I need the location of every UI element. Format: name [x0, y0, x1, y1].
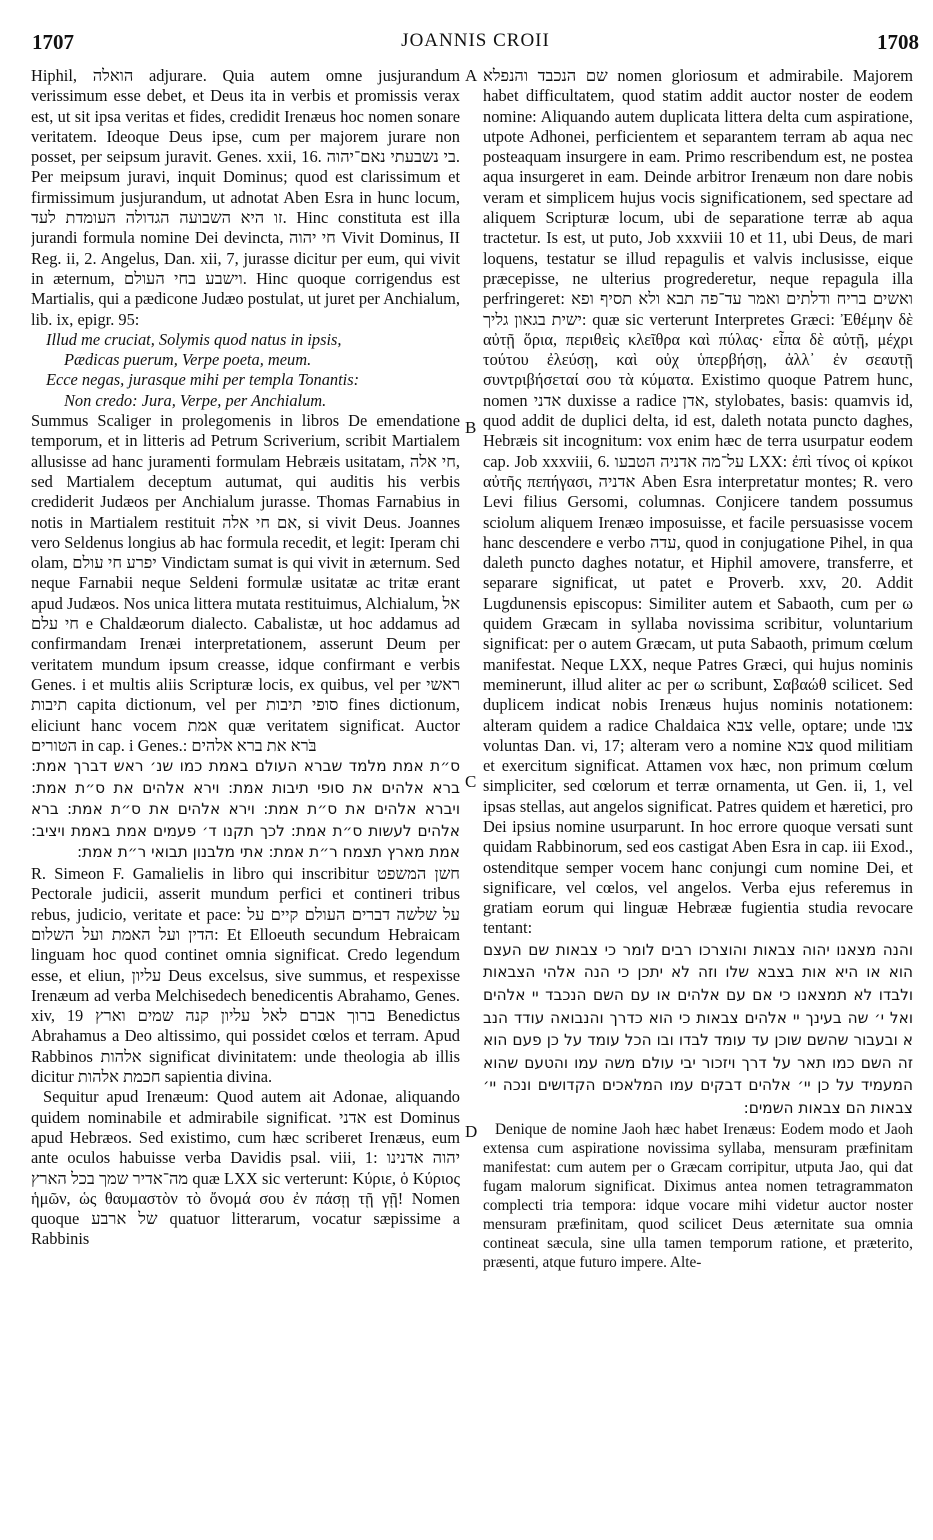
epigram-line-3: Ecce negas, jurasque mihi per templa Tonantis: — [46, 370, 360, 390]
epigram-line-2: Pædicas puerum, Verpe poeta, meum. — [64, 350, 312, 370]
epigram-line-4: Non credo: Jura, Verpe, per Anchialum. — [64, 390, 327, 410]
footnote: Denique de nomine Jaoh hæc habet Irenæus: Eodem modo et Jaoh extensa cum aspiratione novissima syllaba, mensuram præfinitam manifestat: cum autem per o Græcam corripitur, utputa Jao, qui dat fugam malorum significat. Diximus antea nomen tetragrammaton complecti tria tempora: idque vocare mihi videtur auctor noster mensuram præfinitam, quod scilicet Deus æternitate sua omnia contineat sæcula, sine ulla tamen temporum ratione, et præterito, præsenti, atque futuro impere. Alte- — [483, 1120, 913, 1272]
left-paragraph-2: Summus Scaliger in prolegomenis in libros De emendatione temporum, et in litteris ad Petrum Scriverium, scribit Martialem allusisse ad hanc juramenti formulam Hebræis usitatam, חי אלה, sed Martialem deceptum autumat, qui auditis his verbis crediderit Judæos per Anchialum jurasse. Thomas Farnabius in notis in Martialem restituit אם חי אלה, si vivit Deus. Joannes vero Seldenus longius ab hac formula recedit, et legit: Iperam chi olam, יפרע חי עולם Vindictam sumat is qui vivit in æternum. Sed neque Farnabii neque Seldeni formulæ usitatæ ac tritæ erant apud Judæos. Nos unica littera mutata restituimus, Alchialum, אל חי עלם e Chaldæorum dialecto. Cabalistæ, ut hoc addamus ad confirmandam Irenæi interpretationem, asserunt Deum per veritatem mundum ipsum creasse, idque confirmant e verbis Genes. i et multis aliis Scripturæ locis, ex quibus, vel per ראשי תיבות capita dictionum, vel per סופי תיבות fines dictionum, eliciunt hanc vocem אמת quæ veritatem significat. Auctor הטורים in cap. i Genes.: בֹּרא את ברא אלהים — [31, 411, 460, 755]
right-hebrew-quotation: והנה מצאנו יהוה צבאות והוצרכו רבים לומר כי צבאות שם העצם הוא או היא אות בצבא שלו וזה לא יתכן כי הנה אלהי הצבאות ולבדו לא תמצאנו כי אם עם אלהים או עם השם הנכבד יי אלהים ואל י׳ שה בעינך יי אלהים צבאות כי הוא כדרך והנבואה עודד הנב א ובעבור שהשם שוכן עד עומד לבדו ובו הכל עומד על כן פעם הוא זה השם כמו תאר על דרך ויזכור יבי עולם משה עמו והטעם שהוא המעמיד על כן יי׳ אלהים דבקים עמו המלאכים הקדושים ונכה יי׳ צבאות הם צבאות השמים: — [483, 940, 913, 1117]
right-column — [483, 66, 913, 1532]
margin-letter-a: A — [465, 66, 478, 85]
running-title: JOANNIS CROII — [401, 30, 550, 51]
left-paragraph-3: R. Simeon F. Gamalielis in libro qui inscribitur חשן המשפט Pectorale judicii, asserit mundum perfici et contineri tribus rebus, judicio, veritate et pace: על שלשה דברים העולם קיים על הדין ועל האמת ועל השלום: Et Elloeuth secundum Hebraicam linguam hoc quod continet omnia significat. Credo legendum esse, et eliun, עליון Deus excelsus, sive summus, et respexisse Irenæum ad verba Melchisedech benedicentis Abrahamo, Genes. xiv, 19 ברוך אברם לאל עליון קנה שמים וארץ Benedictus Abrahamus a Deo altissimo, qui possidet cœlos et terram. Apud Rabbinos אלהות significat divinitatem: unde theologia ab illis dicitur חכמת אלהות sapientia divina. — [31, 864, 460, 1087]
page-number-right: 1708 — [877, 30, 919, 54]
martial-epigram — [31, 330, 460, 411]
margin-letter-d: D — [465, 1122, 478, 1141]
left-column — [31, 66, 460, 1532]
page-header — [32, 30, 919, 56]
page-number-left: 1707 — [32, 30, 74, 54]
margin-letter-b: B — [465, 418, 477, 437]
epigram-line-1: Illud me cruciat, Solymis quod natus in ipsis, — [46, 329, 342, 349]
left-paragraph-4: Sequitur apud Irenæum: Quod autem ait Adonae, aliquando quidem nominabile et admirabile significat. אדני est Dominus apud Hebræos. Sed existimo, cum hæc scriberet Irenæus, eum ante oculos habuisse verba Davidis psal. viii, 1: יהוה אדנינו מה־אדיר שמך בכל הארץ quæ LXX sic verterunt: Κύριε, ὁ Κύριος ἡμῶν, ὡς θαυμαστὸν τὸ ὄνομά σου ἐν πάσῃ τῇ γῇ! Nomen quoque של ארבע quatuor litterarum, vocatur sæpissime a Rabbinis — [31, 1087, 460, 1249]
margin-letter-c: C — [465, 772, 477, 791]
right-paragraph-1: שם הנכבד והנפלא nomen gloriosum et admirabile. Majorem habet difficultatem, quod statim addit auctor noster de eodem nomine: Aliquando autem duplicata littera delta cum aspiratione, utpote Adhonei, perficientem et separantem terram ab aqua nec posteaquam insurgere in eam. Primo rescribendum est, ne postea aqua insurgeret in eam. Deinde arbitror Irenæum non dare nobis veram et simplicem hujus vocis significationem, sed spectare ad aliquem Scripturæ locum, ubi de separatione terræ ab aqua tractetur. Is est, ut puto, Job xxxviii 10 et 11, ubi Deus, de mari loquens, testatur se illud repagulis et valvis inclusisse, eique præcepisse, ne ulterius progrederetur, neque repagula illa perfringeret: ואשים בריח ודלתים ואמר עד־פה תבא ולא תסיף ופא ישית בגאון גליך: quæ sic verterunt Interpretes Græci: Ἐθέμην δὲ αὐτῇ ὅρια, περιθεὶς κλεῖθρα καὶ πύλας· εἶπα δὲ αὐτῇ, μέχρι τούτου ἐλεύσῃ, καὶ οὐχ ὑπερβήσῃ, ἀλλ᾽ ἐν σεαυτῇ συντριβήσεταί σου τὰ κύματα. Existimo quoque Patrem hunc, nomen אדני duxisse a radice אדן, stylobates, basis: quamvis id, quod addit de duplici delta, id est, daleth notata puncto daghes, Hebræis sit incognitum: vox enim hæc de terra usurpatur eodem cap. Job xxxviii, 6. על־מה אדניה הטבעו LXX: ἐπὶ τίνος οἱ κρίκοι αὐτῆς πεπήγασι, אדניה Aben Esra interpretatur montes; R. vero Levi filius Gersomi, columnas. Conjicere tandem possumus sciolum aliquem Irenæo imposuisse, et facile persuasisse vocem hanc descendere e verbo עדה, quod in conjugatione Pihel, in qua daleth puncto daghes notatur, et Hiphil amovere, transferre, et separare significat, ut patet e Proverb. xxv, 20. Addit Lugdunensis episcopus: Similiter autem et Sabaoth, cum per ω quidem Græcam in syllaba novissima scribitur, voluntarium significat: per o autem Græcam, ut puta Sabaoth, primum cœlum manifestat. Neque LXX, neque Patres Græci, qui hujus nominis meminerunt, illud aliter ac per ω scribunt, Σαβαώθ scilicet. Sed duplicem indicat nobis Irenæus hujus nominis notationem: alteram quidem a radice Chaldaica צבא velle, optare; unde צבו voluntas Dan. vi, 17; alteram vero a nomine צבא quod militiam et exercitum significat. Attamen vox hæc, non primum cœlum simpliciter, sed cœlorum et terræ ornamenta, ut Gen. ii, 1, vel ipsas stellas, aut angelos significat. Patres quidem et hæretici, pro Dei ipsius nomine usurparunt. In hoc errore quoque versati sunt quidam Rabbinorum, sed eos castigat Aben Esra in cap. iii Exod., ostenditque semper vocem hanc conjungi cum nomine Dei, et significare, vel cœlos, vel angelos. Verba ejus referemus in gratiam eorum qui linguæ Hebrææ fugientia studia revocare tentant: — [483, 66, 913, 938]
left-hebrew-quotation: ס״ת אמת מלמד שברא העולם באמת כמו שנ׳ ראש דברך אמת: ברא אלהים את סופי תיבות אמת: וירא אלהים את ס״ת אמת: ויברא אלהים את ס״ת אמת: וירא אלהים את ס״ת אמת: ברא אלהים לעשות ס״ת אמת: לכך תקנו ד׳ פעמים אמת באמת ויציב: אמת מארץ תצמח ר״ת אמת: אתי מלבנון תבואי ר״ת אמת: — [31, 757, 460, 862]
left-paragraph-1: Hiphil, הואלה adjurare. Quia autem omne jusjurandum verissimum esse debet, et Deus ita in verbis et promissis verax est, ut sit ipsa veritas et fides, credidit Irenæus hoc nomen sonare veritatem. Ideoque Deus ipse, cum per majorem jurare non posset, per seipsum juravit. Genes. xxii, 16. בי נשבעתי נאם־יהוה. Per meipsum juravi, inquit Dominus; quod est clarissimum et firmissimum jusjurandum, ut adnotat Aben Esra in hunc locum, זו היא השבועה הגדולה העומדת לעד. Hinc constituta est illa jurandi formula nomine Dei devincta, חי יהוה Vivit Dominus, II Reg. ii, 2. Angelus, Dan. xii, 7, jurasse dicitur per eum, qui vivit in æternum, וישבע בחי העולם. Hinc quoque corrigendus est Martialis, qui a pædicone Judæo postulat, ut juret per Anchialum, lib. ix, epigr. 95: — [31, 66, 460, 329]
